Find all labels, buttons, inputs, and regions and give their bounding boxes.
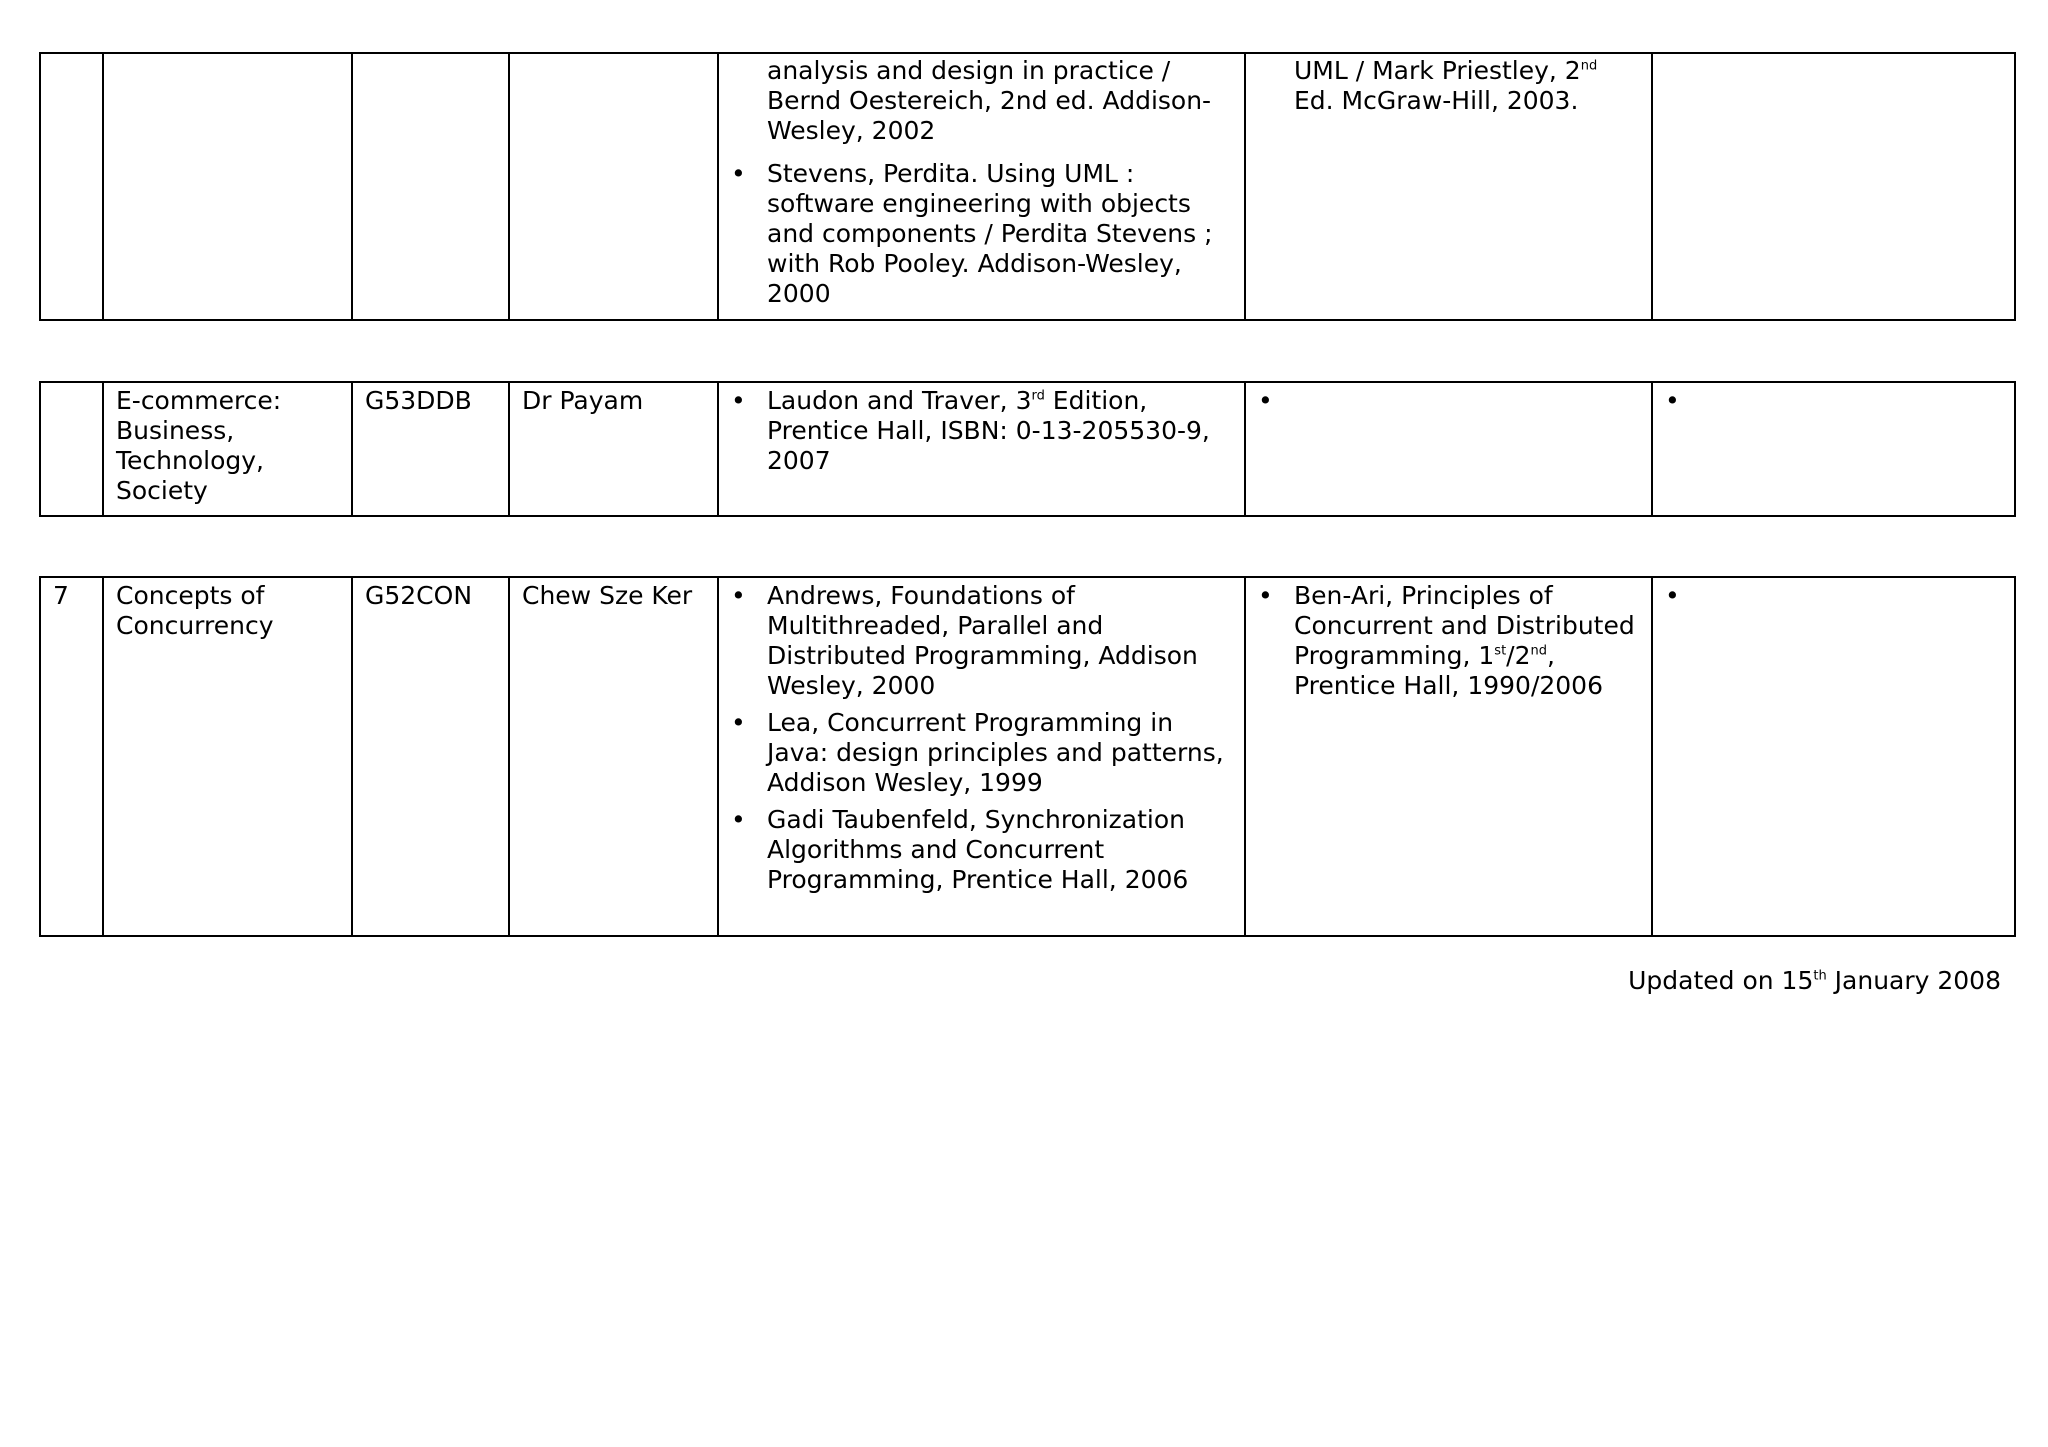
module-title-cell: Concepts of Concurrency xyxy=(103,577,352,936)
reference-list xyxy=(731,56,1232,309)
empty-bullet: • xyxy=(1665,386,1680,415)
reference-list xyxy=(731,581,1232,895)
module-code-cell: G53DDB xyxy=(352,382,509,516)
reference-list xyxy=(731,386,1232,476)
other-references-cell xyxy=(1652,382,2015,516)
primary-references-cell xyxy=(718,577,1245,936)
secondary-references-cell xyxy=(1245,577,1652,936)
table-row xyxy=(40,53,2015,320)
ordinal-suffix: nd xyxy=(1580,58,1598,74)
primary-references-cell xyxy=(718,382,1245,516)
secondary-references-cell xyxy=(1245,53,1652,320)
secondary-references-cell xyxy=(1245,382,1652,516)
module-table-continuation xyxy=(39,52,2016,321)
primary-references-cell xyxy=(718,53,1245,320)
empty-bullet: • xyxy=(1258,386,1273,415)
other-references-cell xyxy=(1652,577,2015,936)
list-item xyxy=(731,386,1232,476)
module-table-concurrency xyxy=(39,576,2016,937)
footer-text: January 2008 xyxy=(1826,966,2001,995)
table-row xyxy=(40,577,2015,936)
ordinal-suffix: th xyxy=(1813,968,1827,984)
reference-text: , Prentice Hall, 1990/2006 xyxy=(1294,641,1603,700)
ordinal-suffix: nd xyxy=(1530,643,1548,659)
list-item: analysis and design in practice / Bernd Oestereich, 2nd ed. Addison-Wesley, 2002 xyxy=(767,56,1212,145)
module-code-cell: G52CON xyxy=(352,577,509,936)
module-code-cell xyxy=(352,53,509,320)
list-item: • Gadi Taubenfeld, Synchronization Algorithms and Concurrent Programming, Prentice Hall, 2006 xyxy=(731,805,1232,895)
ordinal-suffix: rd xyxy=(1031,388,1045,404)
row-number-cell: 7 xyxy=(40,577,103,936)
reference-text: Edition, Prentice Hall, ISBN: 0-13-205530-9, 2007 xyxy=(767,386,1210,475)
module-title-cell: E-commerce: Business, Technology, Society xyxy=(103,382,352,516)
convenor-cell: Chew Sze Ker xyxy=(509,577,718,936)
reference-entry xyxy=(1258,56,1639,116)
footer-text: Updated on 15 xyxy=(1628,966,1814,995)
list-item xyxy=(1258,581,1639,701)
list-item: • Lea, Concurrent Programming in Java: design principles and patterns, Addison Wesley, 1999 xyxy=(731,708,1232,798)
empty-bullet: • xyxy=(1665,581,1680,610)
table-row xyxy=(40,382,2015,516)
updated-date xyxy=(1628,966,2001,996)
reference-text: /2 xyxy=(1506,641,1531,670)
reference-text: Ed. McGraw-Hill, 2003. xyxy=(1294,86,1579,115)
convenor-cell xyxy=(509,53,718,320)
ordinal-suffix: st xyxy=(1494,643,1507,659)
module-table-ecommerce xyxy=(39,381,2016,517)
module-title-cell xyxy=(103,53,352,320)
reference-list xyxy=(1258,581,1639,701)
convenor-cell: Dr Payam xyxy=(509,382,718,516)
row-number-cell xyxy=(40,382,103,516)
reference-text: Laudon and Traver, 3 xyxy=(767,386,1032,415)
reference-text: Ben-Ari, Principles of Concurrent and Distributed Programming, 1 xyxy=(1294,581,1635,670)
reference-text: UML / Mark Priestley, 2 xyxy=(1294,56,1581,85)
other-references-cell xyxy=(1652,53,2015,320)
list-item: • Stevens, Perdita. Using UML : software engineering with objects and components / Perdita Stevens ; with Rob Pooley. Addison-Wesley, 2000 xyxy=(731,159,1232,309)
list-item: • Andrews, Foundations of Multithreaded, Parallel and Distributed Programming, Addison Wesley, 2000 xyxy=(731,581,1232,701)
row-number-cell xyxy=(40,53,103,320)
